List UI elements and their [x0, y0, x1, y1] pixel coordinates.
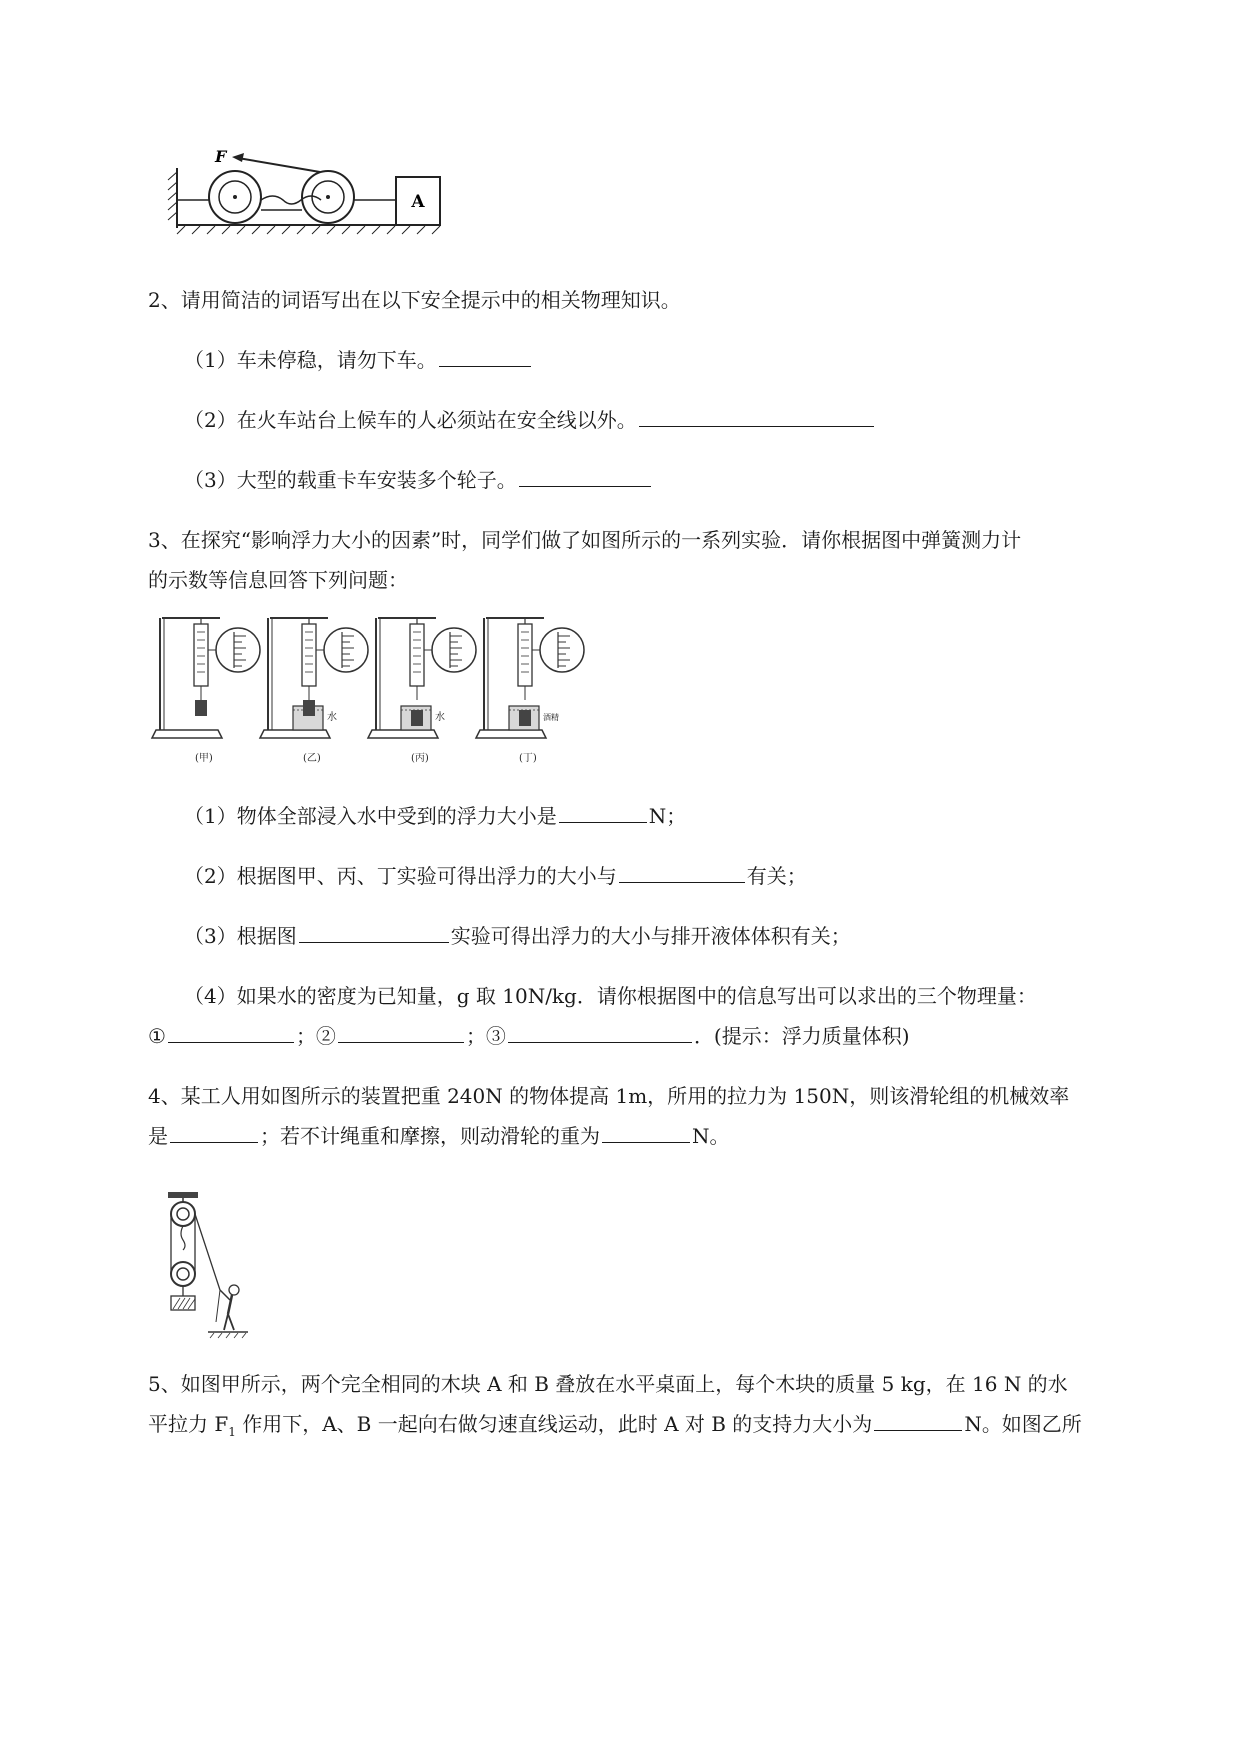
experiment-yi — [260, 618, 368, 764]
q2-item-2 — [184, 406, 876, 434]
figure-label: (甲) — [195, 753, 213, 764]
answer-blank[interactable] — [338, 1022, 464, 1043]
q3-item-4-line2 — [148, 1022, 910, 1050]
q3-stem-line1: 3、在探究“影响浮力大小的因素”时，同学们做了如图所示的一系列实验．请你根据图中弹簧测力计 — [148, 528, 1022, 552]
answer-blank[interactable] — [619, 862, 745, 883]
answer-blank[interactable] — [639, 406, 874, 427]
q2-item-1 — [184, 346, 533, 374]
q5-line2-post: N。如图乙所 — [964, 1412, 1082, 1436]
answer-blank[interactable] — [559, 802, 647, 823]
separator-3: ；③ — [465, 1024, 506, 1048]
q5-line2 — [148, 1410, 1082, 1446]
answer-blank[interactable] — [439, 346, 531, 367]
figure-label: (丁) — [519, 753, 537, 764]
q3-item-2 — [184, 862, 807, 890]
q3-item-3-pre: （3）根据图 — [184, 924, 297, 948]
answer-blank[interactable] — [170, 1122, 258, 1143]
pulley-block-figure — [160, 147, 460, 240]
answer-blank[interactable] — [602, 1122, 690, 1143]
q4-line2-pre: 是 — [148, 1124, 168, 1148]
q2-item-3-text: （3）大型的载重卡车安装多个轮子。 — [184, 468, 517, 492]
q3-item-3 — [184, 922, 851, 950]
liquid-label: 酒精 — [543, 713, 559, 722]
q3-item-4-line1: （4）如果水的密度为已知量，g 取 10N/kg．请你根据图中的信息写出可以求出的三个物理量： — [184, 984, 1037, 1008]
q2-item-2-text: （2）在火车站台上候车的人必须站在安全线以外。 — [184, 408, 637, 432]
answer-blank[interactable] — [168, 1022, 294, 1043]
separator-2: ；② — [295, 1024, 336, 1048]
q3-item-1 — [184, 802, 686, 830]
q3-item-4-tail: ．(提示：浮力质量体积) — [693, 1024, 910, 1048]
pulley-worker-figure — [168, 1192, 278, 1342]
q5-line2-sub: 1 — [228, 1425, 236, 1439]
q4-line2-mid: ；若不计绳重和摩擦，则动滑轮的重为 — [260, 1124, 600, 1148]
q4-line2-post: N。 — [692, 1124, 730, 1148]
q3-stem-line2: 的示数等信息回答下列问题： — [148, 568, 408, 592]
experiment-jia — [152, 618, 260, 764]
q5-line1: 5、如图甲所示，两个完全相同的木块 A 和 B 叠放在水平桌面上，每个木块的质量 5 kg，在 16 N 的水 — [148, 1372, 1068, 1396]
experiment-bing — [368, 618, 476, 764]
experiment-ding — [476, 618, 584, 764]
answer-blank[interactable] — [874, 1410, 962, 1431]
answer-blank[interactable] — [508, 1022, 692, 1043]
q5-line2-pre: 平拉力 F — [148, 1412, 229, 1436]
figure-label: (乙) — [303, 753, 321, 764]
buoyancy-experiment-figure — [150, 610, 600, 770]
circled-1: ① — [148, 1024, 166, 1048]
answer-blank[interactable] — [299, 922, 449, 943]
figure-label: (丙) — [411, 753, 429, 764]
q3-item-2-post: 有关； — [746, 864, 807, 888]
block-label: A — [411, 192, 425, 212]
liquid-label: 水 — [327, 712, 337, 723]
q5-line2-mid: 作用下，A、B 一起向右做匀速直线运动，此时 A 对 B 的支持力大小为 — [235, 1412, 873, 1436]
q3-item-1-pre: （1）物体全部浸入水中受到的浮力大小是 — [184, 804, 557, 828]
q2-item-3 — [184, 466, 653, 494]
q3-item-1-post: N； — [648, 804, 687, 828]
q3-item-2-pre: （2）根据图甲、丙、丁实验可得出浮力的大小与 — [184, 864, 617, 888]
answer-blank[interactable] — [519, 466, 651, 487]
force-label: F — [215, 147, 227, 166]
q4-line2 — [148, 1122, 730, 1150]
q4-line1: 4、某工人用如图所示的装置把重 240N 的物体提高 1m，所用的拉力为 150N，则该滑轮组的机械效率 — [148, 1084, 1070, 1108]
q2-stem: 2、请用简洁的词语写出在以下安全提示中的相关物理知识。 — [148, 288, 681, 312]
liquid-label: 水 — [435, 712, 445, 723]
q2-item-1-text: （1）车未停稳，请勿下车。 — [184, 348, 437, 372]
q3-item-3-post: 实验可得出浮力的大小与排开液体体积有关； — [450, 924, 851, 948]
